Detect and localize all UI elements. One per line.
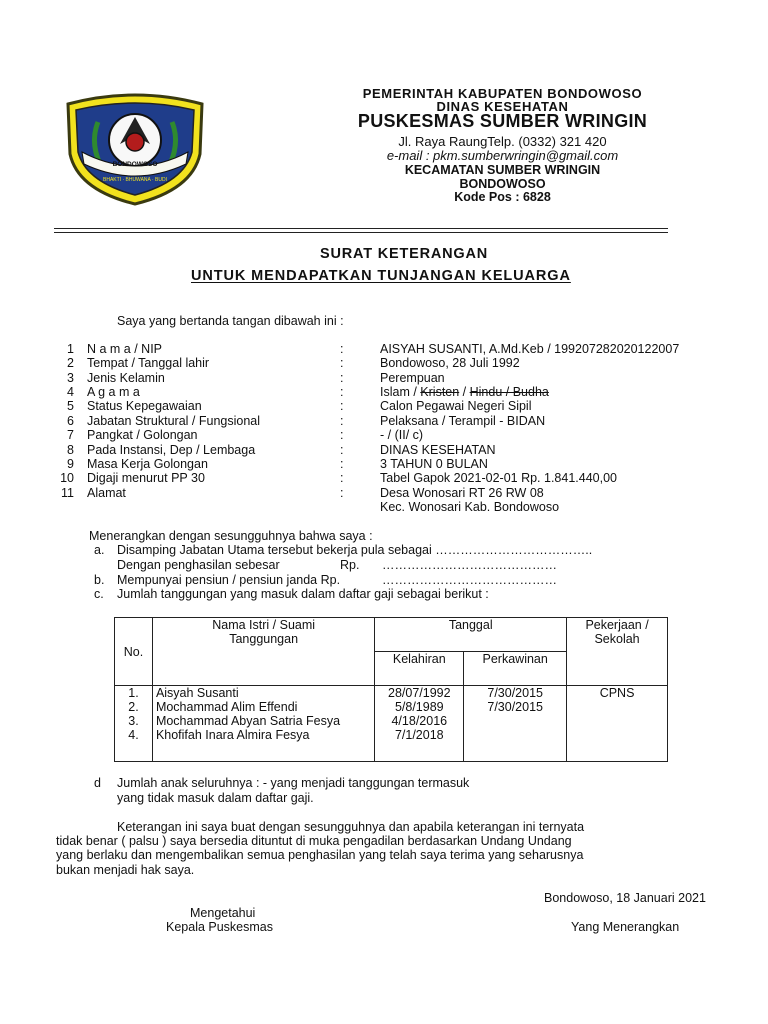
cell-marriage — [464, 714, 567, 728]
identity-value: Pelaksana / Terampil - BIDAN — [380, 414, 546, 428]
declaration-c-text: Jumlah tanggungan yang masuk dalam daftar gaji sebagai berikut : — [117, 587, 489, 601]
identity-number: 6 — [67, 414, 74, 428]
header-job-line2: Sekolah — [594, 632, 640, 646]
identity-row-continued — [0, 500, 768, 514]
cell-name: Mochammad Abyan Satria Fesya — [152, 714, 374, 728]
document-subtitle: UNTUK MENDAPATKAN TUNJANGAN KELUARGA — [191, 268, 571, 284]
cell-birth: 5/8/1989 — [375, 700, 464, 714]
declaration-b-text: Mempunyai pensiun / pensiun janda Rp. — [117, 573, 341, 587]
religion-kristen-struck: Kristen — [420, 385, 460, 399]
header-no: No. — [115, 618, 153, 686]
identity-value-religion — [380, 385, 668, 399]
item-d-line1: Jumlah anak seluruhnya : - yang menjadi tanggungan termasuk — [117, 776, 470, 790]
identity-value: Kec. Wonosari Kab. Bondowoso — [380, 500, 560, 514]
identity-colon: : — [340, 443, 344, 457]
identity-row — [0, 342, 768, 356]
declaration-a-mark: a. — [94, 543, 105, 557]
identity-colon: : — [340, 428, 344, 442]
identity-label: Alamat — [87, 486, 126, 500]
identity-row — [0, 356, 768, 370]
declaration-a-income-label: Dengan penghasilan sebesar — [117, 558, 280, 572]
cell-marriage: 7/30/2015 — [464, 686, 567, 701]
cell-birth: 28/07/1992 — [375, 686, 464, 701]
identity-number: 8 — [67, 443, 74, 457]
identity-label: Digaji menurut PP 30 — [87, 471, 205, 485]
cell-job — [567, 714, 668, 728]
identity-value: Calon Pegawai Negeri Sipil — [380, 399, 532, 413]
header-marriage: Perkawinan — [464, 652, 567, 686]
header-name — [152, 618, 374, 686]
declaration-b-mark: b. — [94, 573, 105, 587]
place-date: Bondowoso, 18 Januari 2021 — [544, 891, 706, 905]
cell-job: CPNS — [567, 686, 668, 701]
letterhead-divider-bottom — [54, 232, 668, 233]
header-job — [567, 618, 668, 686]
identity-label: Jenis Kelamin — [87, 371, 165, 385]
intro-text: Saya yang bertanda tangan dibawah ini : — [117, 314, 344, 328]
declaration-a-rp: Rp. — [340, 558, 360, 572]
identity-value: 3 TAHUN 0 BULAN — [380, 457, 488, 471]
identity-colon: : — [340, 342, 344, 356]
identity-number: 3 — [67, 371, 74, 385]
cell-marriage: 7/30/2015 — [464, 700, 567, 714]
document-title: SURAT KETERANGAN — [320, 246, 489, 262]
table-row — [115, 728, 668, 761]
logo-text-motto: BHAKTI · BHUWANA · BUDI — [103, 177, 167, 183]
identity-number: 10 — [60, 471, 74, 485]
table-header-row — [115, 618, 668, 652]
cell-no: 1. — [115, 686, 153, 701]
declaration-a-text: Disamping Jabatan Utama tersebut bekerja pula sebagai ……………………………….. — [117, 543, 593, 557]
closing-line-2: tidak benar ( palsu ) saya bersedia dituntut di muka pengadilan berdasarkan Undang Undang — [56, 834, 572, 848]
identity-value: - / (II/ c) — [380, 428, 424, 442]
signature-head-title: Kepala Puskesmas — [166, 920, 274, 934]
table-row — [115, 686, 668, 701]
closing-line-4: bukan menjadi hak saya. — [56, 863, 195, 877]
identity-label: Jabatan Struktural / Fungsional — [87, 414, 261, 428]
table-row — [115, 714, 668, 728]
item-d-mark: d — [94, 776, 101, 790]
identity-colon: : — [340, 486, 344, 500]
cell-no: 4. — [115, 728, 153, 761]
identity-number: 2 — [67, 356, 74, 370]
letterhead-subdistrict: KECAMATAN SUMBER WRINGIN — [404, 163, 601, 177]
identity-value: Bondowoso, 28 Juli 1992 — [380, 356, 520, 370]
cell-no: 3. — [115, 714, 153, 728]
signature-knowing: Mengetahui — [190, 906, 256, 920]
letterhead-postcode: Kode Pos : 6828 — [454, 190, 551, 204]
identity-number: 11 — [61, 486, 74, 500]
identity-label: Pada Instansi, Dep / Lembaga — [87, 443, 256, 457]
cell-birth: 7/1/2018 — [375, 728, 464, 761]
declaration-c-mark: c. — [94, 587, 104, 601]
identity-value: DINAS KESEHATAN — [380, 443, 496, 457]
identity-value: Perempuan — [380, 371, 445, 385]
identity-number: 4 — [67, 385, 74, 399]
religion-separator: / — [459, 385, 470, 399]
cell-birth: 4/18/2016 — [375, 714, 464, 728]
identity-label: A g a m a — [87, 385, 140, 399]
identity-row — [0, 371, 768, 385]
identity-number: 5 — [67, 399, 74, 413]
letterhead-department: DINAS KESEHATAN — [436, 99, 569, 114]
bondowoso-regency-logo — [60, 92, 210, 207]
identity-colon: : — [340, 371, 344, 385]
closing-line-1: Keterangan ini saya buat dengan sesungguhnya dan apabila keterangan ini ternyata — [117, 820, 585, 834]
identity-value: AISYAH SUSANTI, A.Md.Keb / 199207282020122007 — [380, 342, 680, 356]
identity-row — [0, 385, 768, 399]
identity-colon: : — [340, 414, 344, 428]
identity-row — [0, 399, 768, 413]
identity-value: Tabel Gapok 2021-02-01 Rp. 1.841.440,00 — [380, 471, 617, 485]
identity-colon: : — [340, 385, 344, 399]
letterhead-address: Jl. Raya RaungTelp. (0332) 321 420 — [398, 134, 607, 149]
header-job-line1: Pekerjaan / — [585, 618, 649, 632]
header-birth: Kelahiran — [375, 652, 464, 686]
header-name-line2: Tanggungan — [229, 632, 299, 646]
identity-row — [0, 428, 768, 442]
closing-line-3: yang berlaku dan mengembalikan semua penghasilan yang telah saya terima yang seharusnya — [56, 848, 584, 862]
identity-colon: : — [340, 399, 344, 413]
dependents-table — [114, 617, 668, 762]
letterhead-email: e-mail : pkm.sumberwringin@gmail.com — [386, 148, 619, 163]
letterhead-institution: PUSKESMAS SUMBER WRINGIN — [357, 111, 648, 131]
header-name-line1: Nama Istri / Suami — [212, 618, 316, 632]
identity-colon: : — [340, 356, 344, 370]
header-date: Tanggal — [375, 618, 567, 652]
identity-colon: : — [340, 471, 344, 485]
cell-job — [567, 728, 668, 761]
cell-marriage — [464, 728, 567, 761]
declaration-a-dots: …………………………………… — [382, 558, 557, 572]
identity-row — [0, 471, 768, 485]
identity-colon: : — [340, 457, 344, 471]
cell-job — [567, 700, 668, 714]
religion-islam: Islam / — [380, 385, 421, 399]
cell-name: Mochammad Alim Effendi — [152, 700, 374, 714]
cell-name: Khofifah Inara Almira Fesya — [152, 728, 374, 761]
identity-number: 7 — [67, 428, 74, 442]
logo-text-regency: BONDOWOSO — [112, 161, 158, 168]
letterhead-government: PEMERINTAH KABUPATEN BONDOWOSO — [362, 86, 643, 101]
identity-label: Masa Kerja Golongan — [87, 457, 208, 471]
identity-number: 9 — [67, 457, 74, 471]
table-row — [115, 700, 668, 714]
religion-hindu-budha-struck: Hindu / Budha — [469, 385, 549, 399]
identity-row — [0, 443, 768, 457]
letterhead-divider-top — [54, 228, 668, 229]
identity-label: Status Kepegawaian — [87, 399, 202, 413]
declaration-lead: Menerangkan dengan sesungguhnya bahwa saya : — [89, 529, 373, 543]
identity-label: N a m a / NIP — [87, 342, 163, 356]
identity-row — [0, 486, 768, 500]
letterhead-regency: BONDOWOSO — [459, 177, 546, 191]
identity-label: Tempat / Tanggal lahir — [87, 356, 210, 370]
identity-row — [0, 457, 768, 471]
declaration-b-dots: …………………………………… — [382, 573, 557, 587]
item-d-line2: yang tidak masuk dalam daftar gaji. — [117, 791, 314, 805]
signature-declarant: Yang Menerangkan — [571, 920, 680, 934]
cell-no: 2. — [115, 700, 153, 714]
identity-number: 1 — [67, 342, 74, 356]
identity-row — [0, 414, 768, 428]
cell-name: Aisyah Susanti — [152, 686, 374, 701]
identity-label: Pangkat / Golongan — [87, 428, 198, 442]
identity-value: Desa Wonosari RT 26 RW 08 — [380, 486, 544, 500]
